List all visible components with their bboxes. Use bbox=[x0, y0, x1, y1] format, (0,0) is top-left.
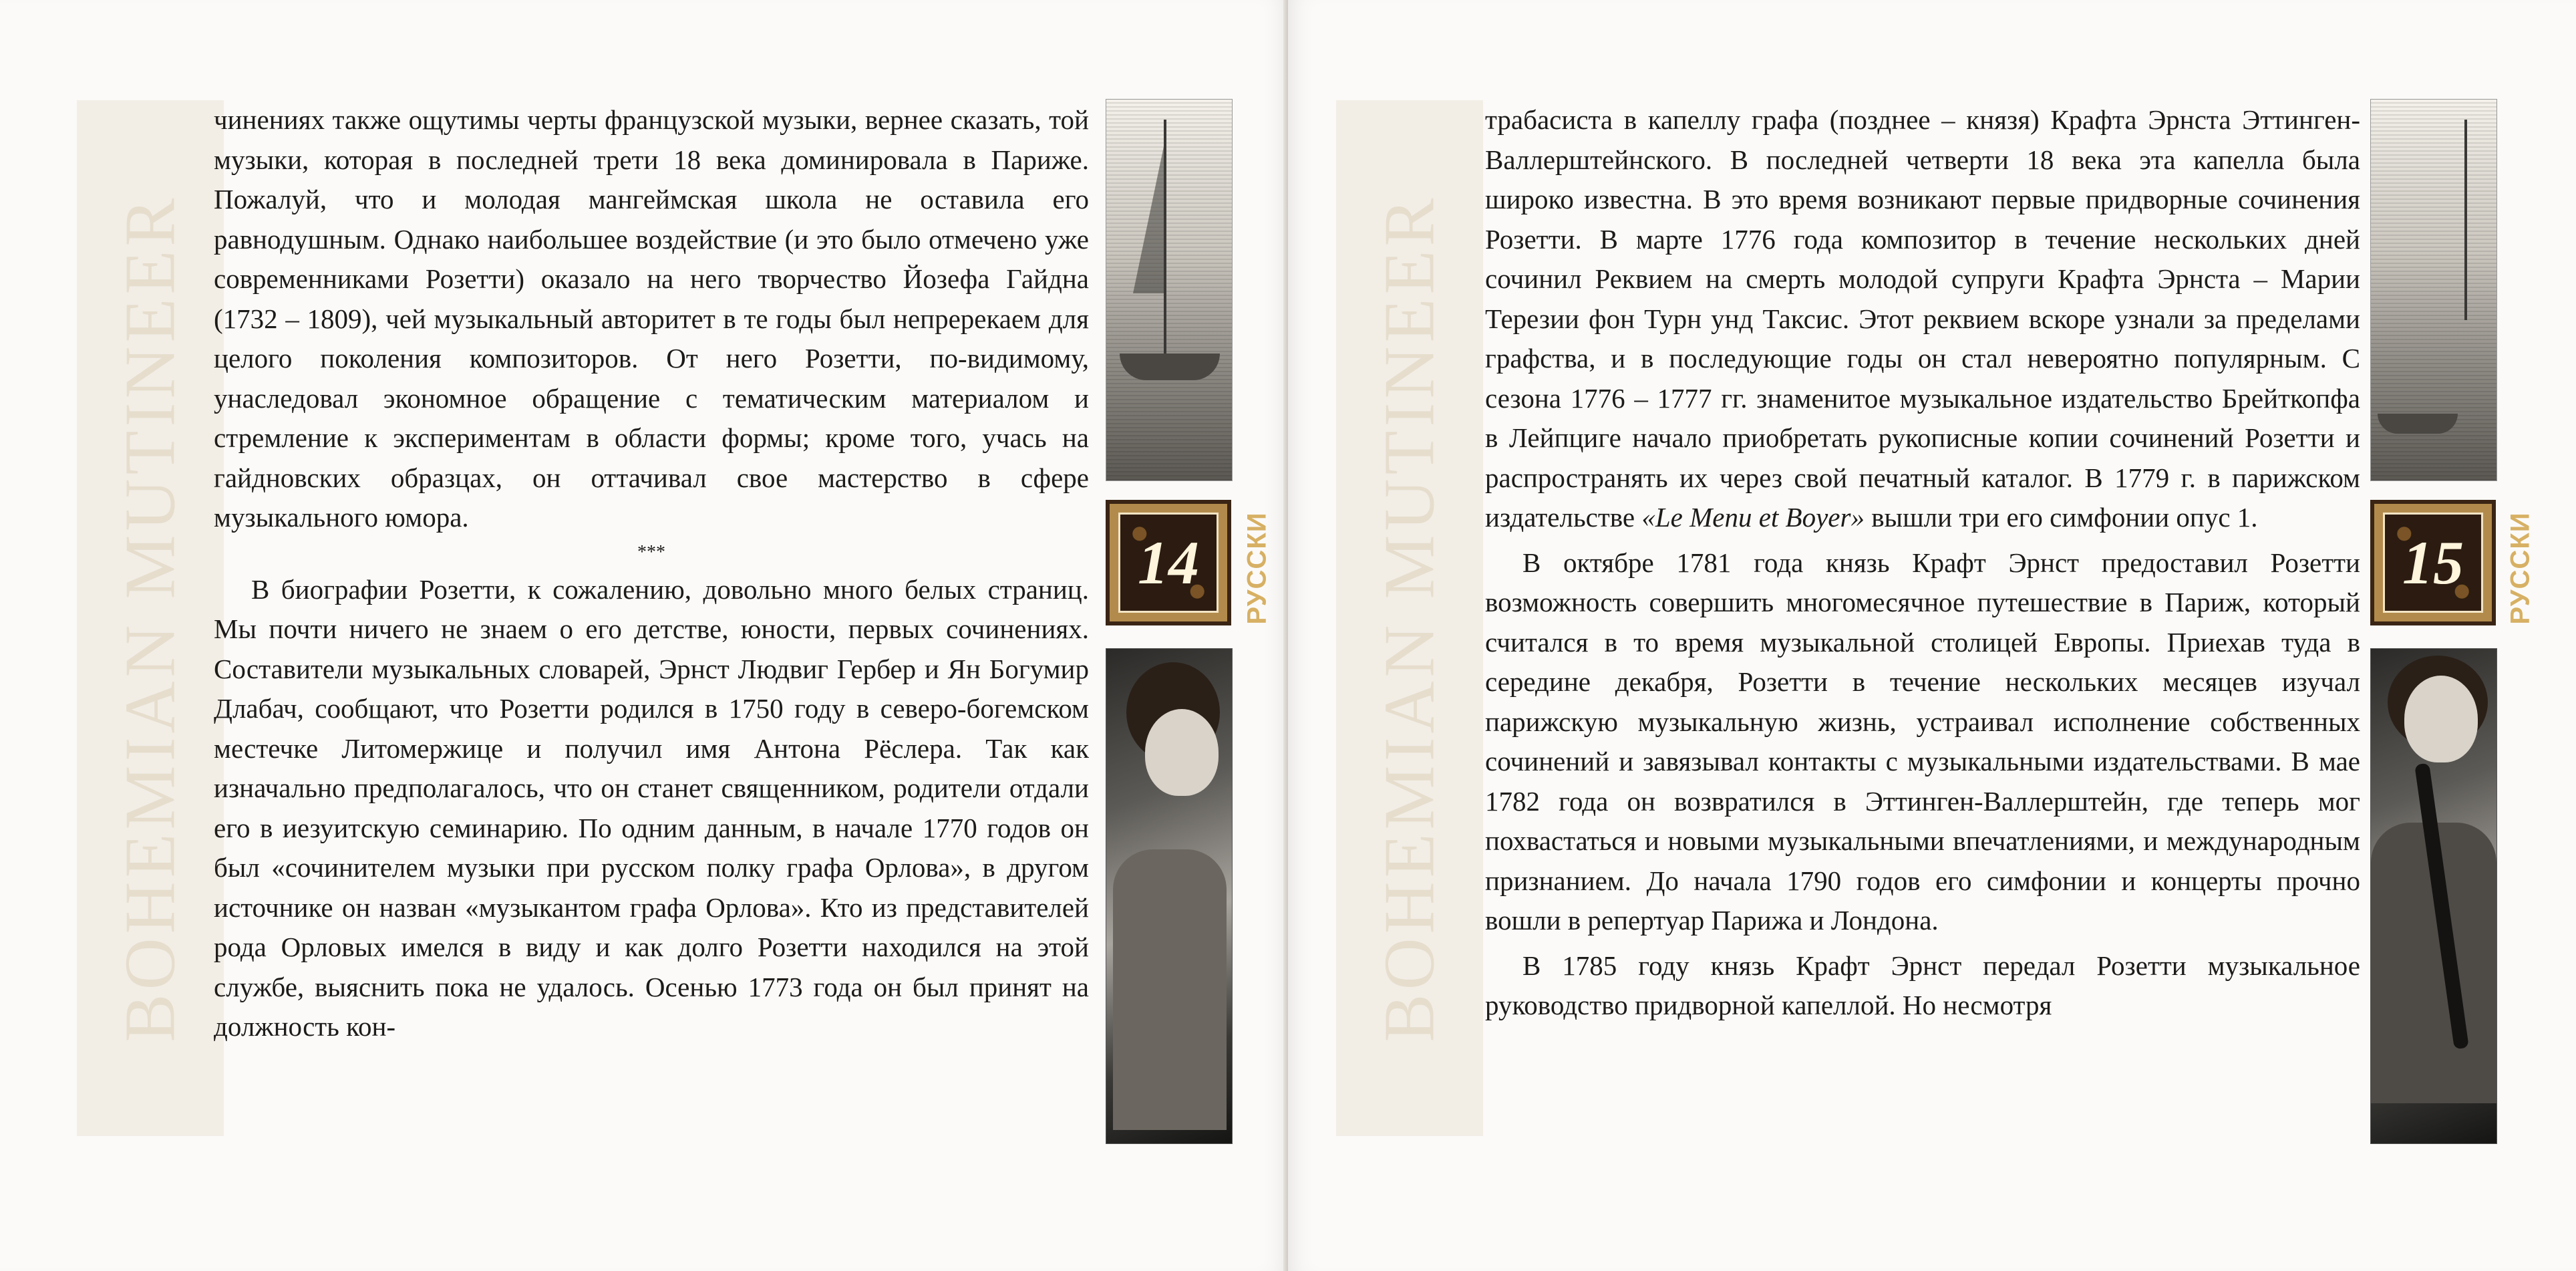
page-number-badge bbox=[1106, 500, 1231, 625]
paragraph: чинениях также ощутимы черты французской музыки, вернее сказать, той музыки, которая в последней трети 18 века доминировала в Париже. Пожалуй, что и молодая мангеймская школа не оставила его равнодушным. Однако наибольшее воздействие (и это было отмечено уже современниками Розетти) оказало на него творчество Йозефа Гайдна (1732 – 1809), чей музыкальный авторитет в те годы был непререкаем для целого поколения композиторов. От него Розетти, по-видимому, унаследовал экономное обращение с тематическим материалом и стремление к экспериментам в области формы; кроме того, учась на гайдновских образцах, он оттачивал свое мастерство в сфере музыкального юмора. bbox=[214, 104, 1089, 533]
page-number: 14 bbox=[1138, 529, 1199, 597]
side-title-text: BOHEMIAN MUTINEER bbox=[110, 194, 190, 1042]
side-title bbox=[1336, 100, 1483, 1136]
publisher-name: «Le Menu et Boyer» bbox=[1641, 502, 1865, 533]
musician-photo bbox=[1106, 648, 1233, 1144]
photo-face bbox=[1145, 709, 1219, 796]
clarinetist-photo bbox=[2370, 648, 2497, 1144]
engraving-mast bbox=[1164, 120, 1166, 360]
body-text bbox=[214, 100, 1089, 1047]
paragraph bbox=[1485, 100, 2360, 538]
paragraph: В октябре 1781 года князь Крафт Эрнст предоставил Розетти возможность совершить многомесячное путешествие в Париж, который считался в то время музыкальной столицей Европы. Приехав туда в середине декабря, Розетти в течение нескольких месяцев изучал парижскую музыкальную жизнь, устраивал исполнение собственных сочинений и завязывал контакты с музыкальными издательствами. В мае 1782 года он возвратился в Эттинген-Валлерштейн, где теперь мог похвастаться и новыми музыкальными впечатлениями, и международным признанием. До начала 1790 годов его симфонии и концерты прочно вошли в репертуар Парижа и Лондона. bbox=[1485, 547, 2360, 936]
engraving-boat bbox=[2378, 414, 2458, 434]
page-number: 15 bbox=[2402, 529, 2464, 597]
language-label-text: РУССКИ bbox=[2505, 512, 2535, 624]
language-label bbox=[2503, 501, 2539, 635]
side-title bbox=[77, 100, 224, 1136]
section-break: *** bbox=[637, 541, 665, 563]
language-label-text: РУССКИ bbox=[1242, 512, 1272, 624]
engraving-mast bbox=[2464, 120, 2467, 320]
side-title-text: BOHEMIAN MUTINEER bbox=[1370, 194, 1449, 1042]
body-text bbox=[1485, 100, 2360, 1026]
engraving-sail bbox=[1133, 146, 1164, 293]
badge-inner bbox=[1118, 513, 1219, 613]
right-page bbox=[1288, 0, 2576, 1271]
ship-engraving-image bbox=[2370, 99, 2497, 481]
ship-engraving-image bbox=[1106, 99, 1233, 481]
photo-body bbox=[1113, 849, 1227, 1130]
paragraph-text: трабасиста в капеллу графа (позднее – князя) Крафта Эрнста Эттинген-Валлерштейнского. В последней четверти 18 века эта капелла была широко известна. В это время возникают первые придворные сочинения Розетти. В марте 1776 года композитор в течение нескольких дней сочинил Реквием на смерть молодой супруги Крафта Эрнста – Марии Терезии фон Турн унд Таксис. Этот реквием вскоре узнали за пределами графства, и в последующие годы он стал невероятно популярным. С сезона 1776 – 1777 гг. знаменитое музыкальное издательство Брейткопфа в Лейпциге начало приобретать рукописные копии сочинений Розетти и распространять их через свой печатный каталог. В 1779 г. в парижском издательстве bbox=[1485, 104, 2360, 533]
photo-face bbox=[2404, 676, 2478, 762]
badge-inner bbox=[2383, 513, 2483, 613]
paragraph-text: вышли три его симфонии опус 1. bbox=[1864, 502, 2258, 533]
language-label bbox=[1239, 501, 1275, 635]
paragraph: В 1785 году князь Крафт Эрнст передал Розетти музыкальное руководство придворной капеллой. Но несмотря bbox=[1485, 950, 2360, 1020]
paragraph: В биографии Розетти, к сожалению, довольно много белых страниц. Мы почти ничего не знаем о его детстве, юности, первых сочинениях. Составители музыкальных словарей, Эрнст Людвиг Гербер и Ян Богумир Длабач, сообщают, что Розетти родился в 1750 году в северо-богемском местечке Литомержице и получил имя Антона Рёслера. Так как изначально предполагалось, что он станет священником, родители отдали его в иезуитскую семинарию. По одним данным, в начале 1770 годов он был «сочинителем музыки при русском полку графа Орлова», в другом источнике он назван «музыкантом графа Орлова». Кто из представителей рода Орловых имелся в виду и как долго Розетти находился на этой службе, выяснить пока не удалось. Осенью 1773 года он был принят на должность кон- bbox=[214, 573, 1089, 1042]
engraving-hull bbox=[1120, 354, 1220, 380]
page-number-badge bbox=[2370, 500, 2496, 625]
